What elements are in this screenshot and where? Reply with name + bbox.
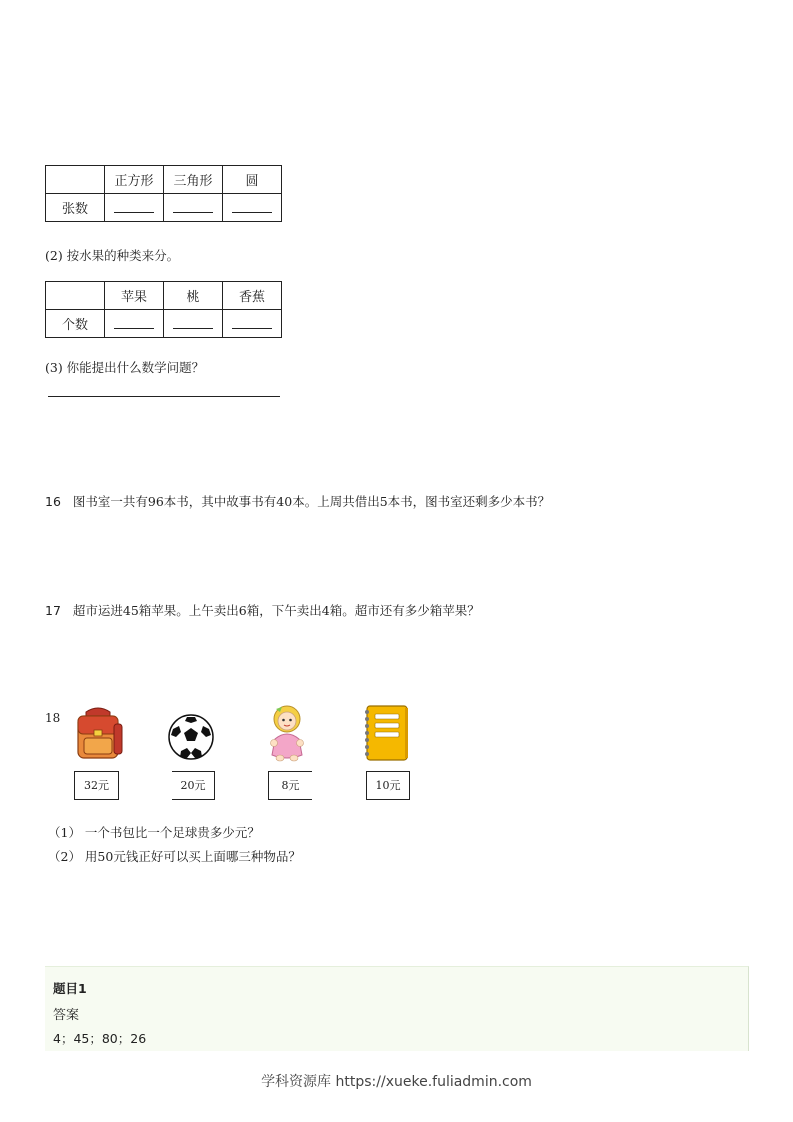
answer-panel (45, 966, 749, 1051)
table-header-cell: 正方形 (105, 166, 164, 194)
backpack-icon (72, 706, 124, 762)
table-row (46, 194, 282, 222)
question-18-sub-2: （2） 用50元钱正好可以买上面哪三种物品？ (48, 849, 301, 864)
answer-line (48, 396, 280, 397)
answer-blank (223, 194, 282, 222)
table-header-cell: 桃 (164, 282, 223, 310)
table-header-cell: 三角形 (164, 166, 223, 194)
soccer-ball-icon (167, 713, 215, 761)
price-tag: 8元 (268, 771, 312, 800)
question-number: 16 (45, 494, 61, 509)
question-2-text: (2) 按水果的种类来分。 (45, 248, 180, 263)
price-tag: 10元 (366, 771, 410, 800)
table-header-cell (46, 282, 105, 310)
answer-blank (164, 194, 223, 222)
price-tag: 20元 (172, 771, 215, 800)
table-row (46, 310, 282, 338)
answer-value: 4；45；80；26 (53, 1031, 147, 1046)
shape-count-table (45, 165, 282, 222)
table-header-row (46, 166, 282, 194)
table-header-cell: 圆 (223, 166, 282, 194)
doll-icon (266, 703, 308, 763)
answer-blank (105, 310, 164, 338)
question-17 (45, 601, 480, 619)
question-number: 18 (45, 711, 61, 725)
footer-watermark: 学科资源库 https://xueke.fuliadmin.com (261, 1074, 532, 1090)
table-header-cell: 香蕉 (223, 282, 282, 310)
row-label: 张数 (46, 194, 105, 222)
question-text: 超市运进45箱苹果。上午卖出6箱，下午卖出4箱。超市还有多少箱苹果？ (72, 603, 480, 618)
table-header-cell: 苹果 (105, 282, 164, 310)
question-3-text: (3) 你能提出什么数学问题？ (45, 360, 205, 375)
table-header-row (46, 282, 282, 310)
fruit-count-table (45, 281, 282, 338)
answer-blank (105, 194, 164, 222)
answer-blank (164, 310, 223, 338)
answer-label: 答案 (53, 1008, 80, 1023)
question-16 (45, 492, 550, 510)
answer-blank (223, 310, 282, 338)
question-number: 17 (45, 603, 61, 618)
price-tag: 32元 (74, 771, 119, 800)
table-header-cell (46, 166, 105, 194)
question-text: 图书室一共有96本书，其中故事书有40本。上周共借出5本书，图书室还剩多少本书？ (72, 494, 551, 509)
answer-title: 题目1 (53, 981, 87, 996)
question-18-sub-1: （1） 一个书包比一个足球贵多少元？ (48, 825, 260, 840)
row-label: 个数 (46, 310, 105, 338)
notebook-icon (362, 704, 410, 762)
